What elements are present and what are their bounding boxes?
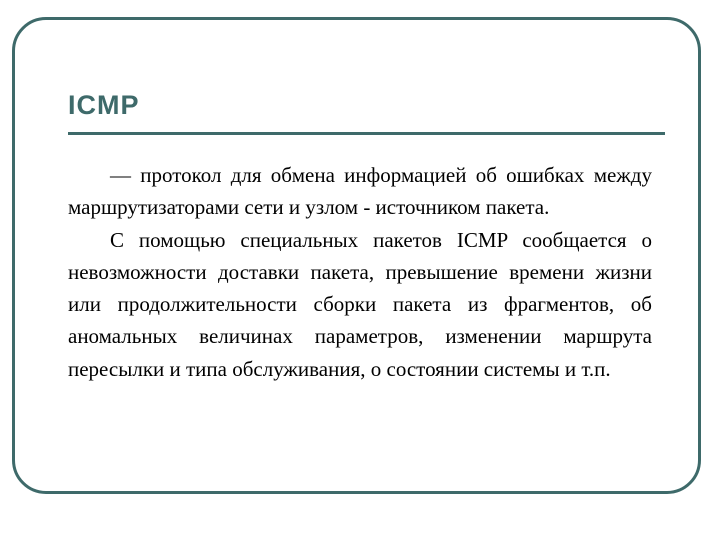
paragraph-definition: — протокол для обмена информацией об ошибках между маршрутизаторами сети и узлом - источником пакета. bbox=[68, 163, 652, 220]
title-underline bbox=[68, 132, 665, 135]
paragraph-description: С помощью специальных пакетов ICMP сообщается о невозможности доставки пакета, превышение времени жизни или продолжительности сборки пакета из фрагментов, об аномальных величинах параметров, изменении маршрута пересылки и типа обслуживания, о состоянии системы и т.п. bbox=[68, 227, 652, 381]
slide-title: ICMP bbox=[68, 90, 140, 120]
slide-body bbox=[68, 159, 652, 385]
